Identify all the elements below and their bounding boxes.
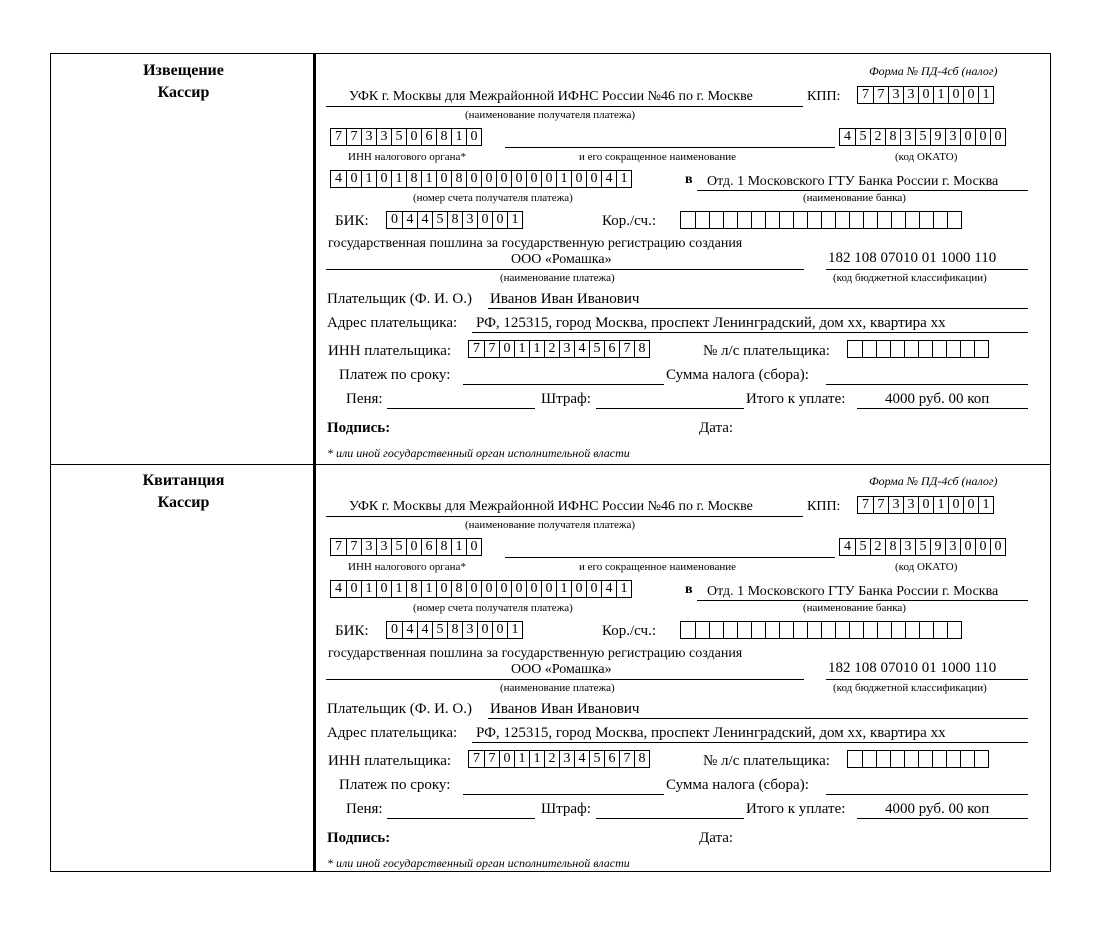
empty-cell — [737, 212, 751, 228]
digit-cell: 1 — [391, 581, 406, 597]
empty-cell — [891, 212, 905, 228]
digit-cell: 1 — [933, 87, 948, 103]
digit-cell: 8 — [885, 539, 900, 555]
empty-cell — [960, 341, 974, 357]
digit-cell: 3 — [900, 129, 915, 145]
digit-cell: 7 — [862, 87, 869, 102]
kpp-cells[interactable] — [857, 496, 994, 514]
digit-cell: 7 — [484, 751, 499, 767]
empty-cell — [918, 341, 932, 357]
empty-cell — [737, 622, 751, 638]
digit-cell: 6 — [421, 129, 436, 145]
digit-cell: 5 — [589, 751, 604, 767]
empty-cell — [862, 341, 876, 357]
penalty-label: Пеня: — [346, 391, 383, 407]
digit-cell: 4 — [335, 171, 342, 186]
section-subtitle: Кассир — [157, 494, 210, 511]
digit-cell: 3 — [376, 129, 391, 145]
digit-cell: 0 — [436, 171, 451, 187]
account-caption: (номер счета получателя платежа) — [413, 192, 573, 204]
digit-cell: 0 — [990, 129, 1005, 145]
empty-cell — [877, 212, 891, 228]
tax-label: Сумма налога (сбора): — [666, 367, 809, 383]
digit-cell: 1 — [451, 129, 466, 145]
digit-cell: 1 — [616, 581, 631, 597]
digit-cell: 4 — [844, 129, 851, 144]
corr-account-cells[interactable] — [680, 621, 962, 639]
digit-cell: 4 — [601, 581, 616, 597]
digit-cell: 0 — [499, 751, 514, 767]
digit-cell: 5 — [855, 129, 870, 145]
empty-cell — [890, 751, 904, 767]
total-value: 4000 руб. 00 коп — [885, 801, 990, 817]
total-value: 4000 руб. 00 коп — [885, 391, 990, 407]
digit-cell: 7 — [335, 129, 342, 144]
payer-inn-label: ИНН плательщика: — [328, 753, 452, 769]
kpp-label: КПП: — [807, 499, 841, 514]
digit-cell: 1 — [421, 171, 436, 187]
empty-cell — [793, 622, 807, 638]
total-label: Итого к уплате: — [746, 801, 846, 817]
digit-cell: 7 — [335, 539, 342, 554]
digit-cell: 0 — [948, 87, 963, 103]
inn-caption: ИНН налогового органа* — [348, 561, 466, 573]
digit-cell: 0 — [492, 212, 507, 228]
payment-purpose-line2: ООО «Ромашка» — [511, 252, 612, 267]
payer-inn-label: ИНН плательщика: — [328, 343, 452, 359]
digit-cell: 2 — [544, 341, 559, 357]
digit-cell: 0 — [541, 581, 556, 597]
short-name-caption: и его сокращенное наименование — [579, 561, 736, 573]
empty-cell — [905, 622, 919, 638]
payer-address-label: Адрес плательщика: — [327, 725, 458, 741]
empty-cell — [849, 622, 863, 638]
digit-cell: 5 — [915, 539, 930, 555]
digit-cell: 0 — [948, 497, 963, 513]
section-left-column — [51, 464, 316, 872]
empty-cell — [862, 751, 876, 767]
digit-cell: 9 — [930, 539, 945, 555]
digit-cell: 0 — [960, 539, 975, 555]
digit-cell: 1 — [421, 581, 436, 597]
inn-cells[interactable] — [330, 538, 482, 556]
payer-name: Иванов Иван Иванович — [490, 701, 640, 717]
bik-label: БИК: — [335, 623, 369, 639]
empty-cell — [947, 622, 961, 638]
digit-cell: 5 — [915, 129, 930, 145]
payment-purpose-line1: государственная пошлина за государственную регистрацию создания — [328, 236, 743, 251]
payer-account-cells[interactable] — [847, 340, 989, 358]
digit-cell: 0 — [541, 171, 556, 187]
account-cells[interactable] — [330, 170, 632, 188]
digit-cell: 0 — [477, 622, 492, 638]
digit-cell: 0 — [466, 171, 481, 187]
digit-cell: 1 — [507, 622, 522, 638]
empty-cell — [904, 751, 918, 767]
digit-cell: 3 — [462, 212, 477, 228]
bank-name: Отд. 1 Московского ГТУ Банка России г. Москва — [707, 584, 999, 599]
digit-cell: 6 — [604, 341, 619, 357]
digit-cell: 0 — [526, 171, 541, 187]
payer-address-label: Адрес плательщика: — [327, 315, 458, 331]
penalty-label: Пеня: — [346, 801, 383, 817]
digit-cell: 1 — [529, 341, 544, 357]
empty-cell — [947, 212, 961, 228]
empty-cell — [835, 212, 849, 228]
empty-cell — [904, 341, 918, 357]
digit-cell: 3 — [361, 129, 376, 145]
digit-cell: 0 — [960, 129, 975, 145]
digit-cell: 8 — [436, 129, 451, 145]
bik-cells[interactable] — [386, 211, 523, 229]
empty-cell — [751, 622, 765, 638]
digit-cell: 0 — [346, 581, 361, 597]
payer-inn-cells[interactable] — [468, 750, 650, 768]
digit-cell: 0 — [571, 581, 586, 597]
empty-cell — [876, 751, 890, 767]
payer-address: РФ, 125315, город Москва, проспект Ленинградский, дом хх, квартира хх — [476, 315, 946, 331]
digit-cell: 5 — [391, 539, 406, 555]
digit-cell: 1 — [529, 751, 544, 767]
digit-cell: 3 — [376, 539, 391, 555]
bank-caption: (наименование банка) — [803, 192, 906, 204]
digit-cell: 0 — [975, 129, 990, 145]
short-name-caption: и его сокращенное наименование — [579, 151, 736, 163]
digit-cell: 1 — [361, 171, 376, 187]
digit-cell: 0 — [918, 497, 933, 513]
signature-label: Подпись: — [327, 830, 391, 846]
empty-cell — [974, 341, 988, 357]
digit-cell: 8 — [447, 212, 462, 228]
due-label: Платеж по сроку: — [339, 367, 451, 383]
payment-form — [50, 53, 1051, 872]
digit-cell: 7 — [473, 751, 480, 766]
digit-cell: 8 — [406, 171, 421, 187]
digit-cell: 0 — [391, 212, 398, 227]
digit-cell: 8 — [451, 171, 466, 187]
digit-cell: 4 — [574, 341, 589, 357]
digit-cell: 7 — [346, 129, 361, 145]
digit-cell: 1 — [556, 581, 571, 597]
in-label: в — [685, 172, 693, 187]
account-cells[interactable] — [330, 580, 632, 598]
digit-cell: 3 — [900, 539, 915, 555]
bik-label: БИК: — [335, 213, 369, 229]
digit-cell: 1 — [933, 497, 948, 513]
tax-label: Сумма налога (сбора): — [666, 777, 809, 793]
empty-cell — [974, 751, 988, 767]
empty-cell — [946, 341, 960, 357]
digit-cell: 8 — [447, 622, 462, 638]
recipient-caption: (наименование получателя платежа) — [465, 109, 636, 121]
digit-cell: 1 — [978, 87, 993, 103]
digit-cell: 0 — [376, 581, 391, 597]
empty-cell — [695, 212, 709, 228]
empty-cell — [807, 212, 821, 228]
digit-cell: 4 — [417, 212, 432, 228]
digit-cell: 0 — [963, 497, 978, 513]
digit-cell: 0 — [586, 171, 601, 187]
digit-cell: 3 — [945, 129, 960, 145]
digit-cell: 8 — [451, 581, 466, 597]
digit-cell: 0 — [481, 581, 496, 597]
digit-cell: 0 — [492, 622, 507, 638]
purpose-caption: (наименование платежа) — [500, 682, 615, 694]
digit-cell: 0 — [499, 341, 514, 357]
recipient-caption: (наименование получателя платежа) — [465, 519, 636, 531]
digit-cell: 8 — [406, 581, 421, 597]
digit-cell: 0 — [481, 171, 496, 187]
account-caption: (номер счета получателя платежа) — [413, 602, 573, 614]
empty-cell — [835, 622, 849, 638]
digit-cell: 0 — [526, 581, 541, 597]
digit-cell: 3 — [462, 622, 477, 638]
digit-cell: 5 — [432, 212, 447, 228]
payment-purpose-line1: государственная пошлина за государственную регистрацию создания — [328, 646, 743, 661]
payer-address: РФ, 125315, город Москва, проспект Ленинградский, дом хх, квартира хх — [476, 725, 946, 741]
receipt-section — [51, 464, 1050, 872]
empty-cell — [765, 622, 779, 638]
empty-cell — [807, 622, 821, 638]
digit-cell: 5 — [432, 622, 447, 638]
digit-cell: 1 — [514, 751, 529, 767]
empty-cell — [793, 212, 807, 228]
corr-label: Кор./сч.: — [602, 623, 656, 639]
empty-cell — [681, 212, 695, 228]
digit-cell: 8 — [634, 341, 649, 357]
digit-cell: 3 — [888, 497, 903, 513]
inn-caption: ИНН налогового органа* — [348, 151, 466, 163]
digit-cell: 1 — [978, 497, 993, 513]
digit-cell: 4 — [574, 751, 589, 767]
digit-cell: 3 — [559, 341, 574, 357]
footnote: * или иной государственный орган исполнительной власти — [327, 446, 630, 460]
digit-cell: 0 — [406, 129, 421, 145]
digit-cell: 0 — [990, 539, 1005, 555]
empty-cell — [891, 622, 905, 638]
section-left-column — [51, 54, 316, 464]
digit-cell: 0 — [346, 171, 361, 187]
kbk-caption: (код бюджетной классификации) — [833, 682, 987, 694]
fine-label: Штраф: — [541, 801, 591, 817]
total-label: Итого к уплате: — [746, 391, 846, 407]
digit-cell: 0 — [975, 539, 990, 555]
inn-cells[interactable] — [330, 128, 482, 146]
date-label: Дата: — [699, 830, 734, 846]
digit-cell: 4 — [844, 539, 851, 554]
digit-cell: 3 — [559, 751, 574, 767]
okato-cells[interactable] — [839, 538, 1006, 556]
bank-name: Отд. 1 Московского ГТУ Банка России г. Москва — [707, 174, 999, 189]
fine-label: Штраф: — [541, 391, 591, 407]
digit-cell: 4 — [601, 171, 616, 187]
digit-cell: 7 — [862, 497, 869, 512]
digit-cell: 0 — [477, 212, 492, 228]
digit-cell: 7 — [619, 341, 634, 357]
empty-cell — [960, 751, 974, 767]
digit-cell: 0 — [511, 581, 526, 597]
empty-cell — [890, 341, 904, 357]
digit-cell: 2 — [870, 129, 885, 145]
digit-cell: 5 — [855, 539, 870, 555]
empty-cell — [919, 212, 933, 228]
digit-cell: 9 — [930, 129, 945, 145]
payer-name-label: Плательщик (Ф. И. О.) — [327, 291, 472, 307]
digit-cell: 5 — [589, 341, 604, 357]
date-label: Дата: — [699, 420, 734, 436]
digit-cell: 6 — [421, 539, 436, 555]
digit-cell: 1 — [361, 581, 376, 597]
empty-cell — [876, 341, 890, 357]
digit-cell: 1 — [451, 539, 466, 555]
digit-cell: 7 — [346, 539, 361, 555]
digit-cell: 6 — [604, 751, 619, 767]
empty-cell — [681, 622, 695, 638]
digit-cell: 3 — [945, 539, 960, 555]
bik-cells[interactable] — [386, 621, 523, 639]
empty-cell — [918, 751, 932, 767]
digit-cell: 1 — [556, 171, 571, 187]
empty-cell — [933, 622, 947, 638]
purpose-caption: (наименование платежа) — [500, 272, 615, 284]
empty-cell — [779, 622, 793, 638]
section-subtitle: Кассир — [157, 84, 210, 101]
empty-cell — [849, 212, 863, 228]
digit-cell: 0 — [511, 171, 526, 187]
digit-cell: 0 — [466, 581, 481, 597]
empty-cell — [932, 751, 946, 767]
form-code: Форма № ПД-4сб (налог) — [869, 64, 998, 78]
signature-label: Подпись: — [327, 420, 391, 436]
empty-cell — [905, 212, 919, 228]
empty-cell — [779, 212, 793, 228]
digit-cell: 0 — [571, 171, 586, 187]
kpp-label: КПП: — [807, 89, 841, 104]
digit-cell: 8 — [885, 129, 900, 145]
empty-cell — [723, 212, 737, 228]
kbk-caption: (код бюджетной классификации) — [833, 272, 987, 284]
digit-cell: 0 — [466, 539, 481, 555]
empty-cell — [919, 622, 933, 638]
payment-purpose-line2: ООО «Ромашка» — [511, 662, 612, 677]
kbk-value: 182 108 07010 01 1000 110 — [828, 250, 997, 266]
empty-cell — [821, 212, 835, 228]
okato-caption: (код ОКАТО) — [895, 561, 958, 573]
bank-caption: (наименование банка) — [803, 602, 906, 614]
empty-cell — [946, 751, 960, 767]
digit-cell: 7 — [873, 87, 888, 103]
digit-cell: 0 — [496, 581, 511, 597]
empty-cell — [848, 751, 862, 767]
digit-cell: 2 — [544, 751, 559, 767]
empty-cell — [863, 212, 877, 228]
corr-label: Кор./сч.: — [602, 213, 656, 229]
digit-cell: 5 — [391, 129, 406, 145]
kbk-value: 182 108 07010 01 1000 110 — [828, 660, 997, 676]
kpp-cells[interactable] — [857, 86, 994, 104]
digit-cell: 0 — [406, 539, 421, 555]
digit-cell: 7 — [484, 341, 499, 357]
digit-cell: 8 — [436, 539, 451, 555]
digit-cell: 1 — [514, 341, 529, 357]
empty-cell — [932, 341, 946, 357]
payer-account-label: № л/с плательщика: — [703, 753, 830, 769]
payer-name-label: Плательщик (Ф. И. О.) — [327, 701, 472, 717]
digit-cell: 0 — [496, 171, 511, 187]
notice-section — [51, 54, 1050, 465]
payer-account-cells[interactable] — [847, 750, 989, 768]
digit-cell: 4 — [417, 622, 432, 638]
empty-cell — [933, 212, 947, 228]
empty-cell — [848, 341, 862, 357]
digit-cell: 0 — [918, 87, 933, 103]
footnote: * или иной государственный орган исполнительной власти — [327, 856, 630, 870]
okato-caption: (код ОКАТО) — [895, 151, 958, 163]
digit-cell: 0 — [466, 129, 481, 145]
digit-cell: 1 — [616, 171, 631, 187]
digit-cell: 0 — [586, 581, 601, 597]
recipient-name: УФК г. Москвы для Межрайонной ИФНС России №46 по г. Москве — [349, 499, 753, 514]
recipient-name: УФК г. Москвы для Межрайонной ИФНС России №46 по г. Москве — [349, 89, 753, 104]
empty-cell — [723, 622, 737, 638]
section-title: Квитанция — [142, 472, 225, 489]
digit-cell: 4 — [335, 581, 342, 596]
digit-cell: 4 — [402, 212, 417, 228]
corr-account-cells[interactable] — [680, 211, 962, 229]
digit-cell: 0 — [963, 87, 978, 103]
digit-cell: 0 — [436, 581, 451, 597]
okato-cells[interactable] — [839, 128, 1006, 146]
digit-cell: 0 — [391, 622, 398, 637]
empty-cell — [765, 212, 779, 228]
section-title: Извещение — [143, 62, 224, 79]
digit-cell: 2 — [870, 539, 885, 555]
form-code: Форма № ПД-4сб (налог) — [869, 474, 998, 488]
due-label: Платеж по сроку: — [339, 777, 451, 793]
digit-cell: 7 — [619, 751, 634, 767]
digit-cell: 3 — [903, 497, 918, 513]
empty-cell — [695, 622, 709, 638]
empty-cell — [877, 622, 891, 638]
empty-cell — [709, 212, 723, 228]
digit-cell: 8 — [634, 751, 649, 767]
payer-inn-cells[interactable] — [468, 340, 650, 358]
empty-cell — [709, 622, 723, 638]
empty-cell — [863, 622, 877, 638]
digit-cell: 1 — [507, 212, 522, 228]
payer-name: Иванов Иван Иванович — [490, 291, 640, 307]
digit-cell: 7 — [473, 341, 480, 356]
in-label: в — [685, 582, 693, 597]
empty-cell — [821, 622, 835, 638]
payer-account-label: № л/с плательщика: — [703, 343, 830, 359]
digit-cell: 3 — [888, 87, 903, 103]
digit-cell: 0 — [376, 171, 391, 187]
digit-cell: 7 — [873, 497, 888, 513]
empty-cell — [751, 212, 765, 228]
digit-cell: 3 — [361, 539, 376, 555]
digit-cell: 1 — [391, 171, 406, 187]
digit-cell: 4 — [402, 622, 417, 638]
digit-cell: 3 — [903, 87, 918, 103]
